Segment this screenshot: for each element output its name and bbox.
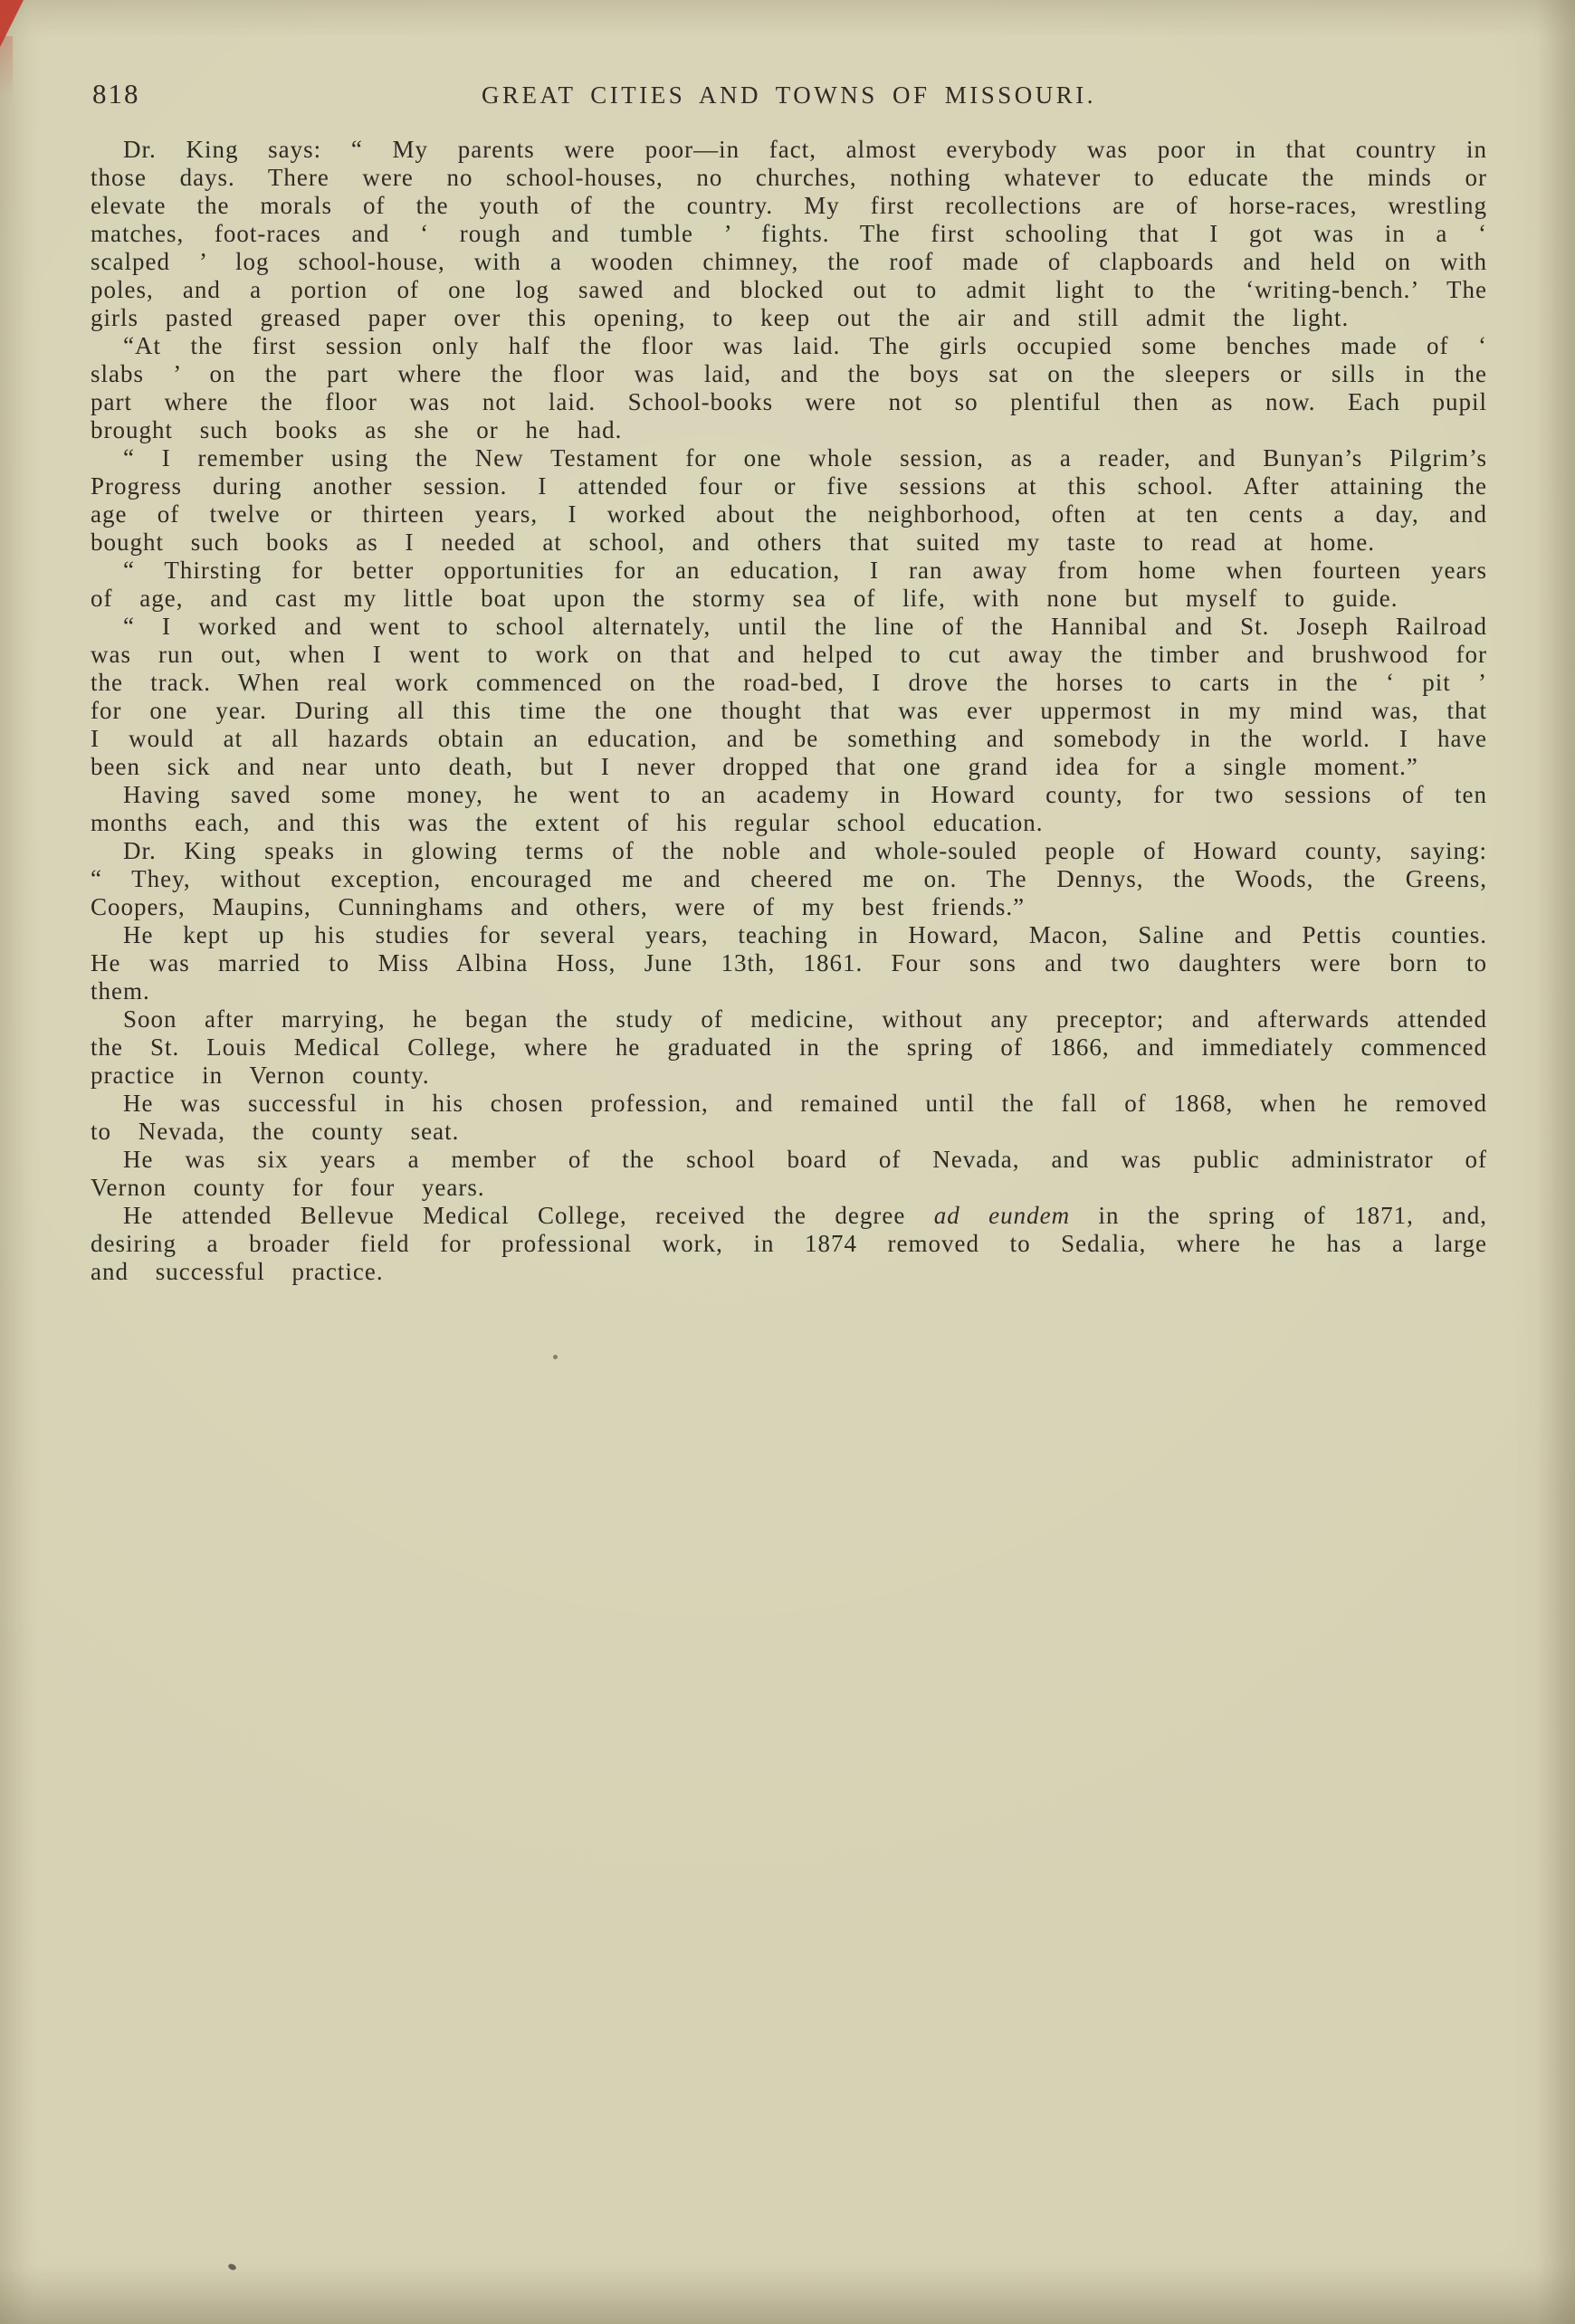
paragraph [91, 444, 1487, 557]
text-segment: He attended Bellevue Medical College, received the degree [123, 1202, 934, 1229]
text-segment: Dr. King says: “ My parents were poor—in fact, almost everybody was poor in that country in those days. There were no school-houses, no churches, nothing whatever to educate the minds or elevate the morals of the youth of the country. My first recollections are of horse-races, wrestling matches, foot-races and ‘ rough and tumble ’ fights. The first schooling that I got was in a ‘ scalped ’ log school-house, with a wooden chimney, the roof made of clapboards and held on with poles, and a portion of one log sawed and blocked out to admit light to the ‘writing-bench.’ The girls pasted greased paper over this opening, to keep out the air and still admit the light. [91, 136, 1487, 331]
text-segment: Dr. King speaks in glowing terms of the noble and whole-souled people of Howard county, saying: “ They, without exception, encouraged me and cheered me on. The Dennys, the Woods, the Greens, Coopers, Maupins, Cunninghams and others, were of my best friends.” [91, 837, 1487, 920]
red-corner-mark [0, 0, 24, 47]
page-number: 818 [92, 78, 140, 110]
paragraph [91, 557, 1487, 613]
text-segment: He was successful in his chosen profession, and remained until the fall of 1868, when he removed to Nevada, the county seat. [91, 1090, 1487, 1145]
text-segment: “At the first session only half the floor was laid. The girls occupied some benches made of ‘ slabs ’ on the part where the floor was laid, and the boys sat on the sleepers or sills in the part where the floor was not laid. School-books were not so plentiful then as now. Each pupil brought such books as she or he had. [91, 332, 1487, 443]
page-header [91, 76, 1487, 110]
text-segment: “ Thirsting for better opportunities for an education, I ran away from home when fourteen years of age, and cast my little boat upon the stormy sea of life, with none but myself to guide. [91, 557, 1487, 612]
ink-speck [553, 1355, 558, 1359]
text-segment: He kept up his studies for several years, teaching in Howard, Macon, Saline and Pettis counties. He was married to Miss Albina Hoss, June 13th, 1861. Four sons and two daughters were born to them. [91, 921, 1487, 1005]
page-content [91, 76, 1487, 1286]
text-segment: Soon after marrying, he began the study of medicine, without any preceptor; and afterwards attended the St. Louis Medical College, where he graduated in the spring of 1866, and immediately commenced practice in Vernon county. [91, 1005, 1487, 1089]
text-segment: “ I worked and went to school alternately, until the line of the Hannibal and St. Joseph Railroad was run out, when I went to work on that and helped to cut away the timber and brushwood for the track. When real work commenced on the road-bed, I drove the horses to carts in the ‘ pit ’ for one year. During all this time the one thought that was ever uppermost in my mind was, that I would at all hazards obtain an education, and be something and somebody in the world. I have been sick and near unto death, but I never dropped that one grand idea for a single moment.” [91, 613, 1487, 780]
text-segment: Having saved some money, he went to an academy in Howard county, for two sessions of ten months each, and this was the extent of his regular school education. [91, 781, 1487, 836]
paragraph [91, 1005, 1487, 1090]
paragraph [91, 332, 1487, 444]
italic-text: ad eundem [933, 1202, 1071, 1229]
paragraph [91, 613, 1487, 781]
paragraph [91, 1146, 1487, 1202]
text-segment: He was six years a member of the school board of Nevada, and was public administrator of Vernon county for four years. [91, 1146, 1487, 1201]
running-title: GREAT CITIES AND TOWNS OF MISSOURI. [481, 81, 1097, 109]
paragraph [91, 781, 1487, 837]
page-body [91, 136, 1487, 1286]
paragraph [91, 1090, 1487, 1146]
text-segment: “ I remember using the New Testament for one whole session, as a reader, and Bunyan’s Pilgrim’s Progress during another session. I attended four or five sessions at this school. After attaining the age of twelve or thirteen years, I worked about the neighborhood, often at ten cents a day, and bought such books as I needed at school, and others that suited my taste to read at home. [91, 444, 1487, 556]
paragraph [91, 837, 1487, 921]
paragraph [91, 1202, 1487, 1286]
paragraph [91, 921, 1487, 1005]
paragraph [91, 136, 1487, 332]
text-segment: in the spring of 1871, and, desiring a broader field for professional work, in 1874 removed to Sedalia, where he has a large and successful practice. [91, 1202, 1487, 1285]
ink-speck [227, 2262, 237, 2271]
